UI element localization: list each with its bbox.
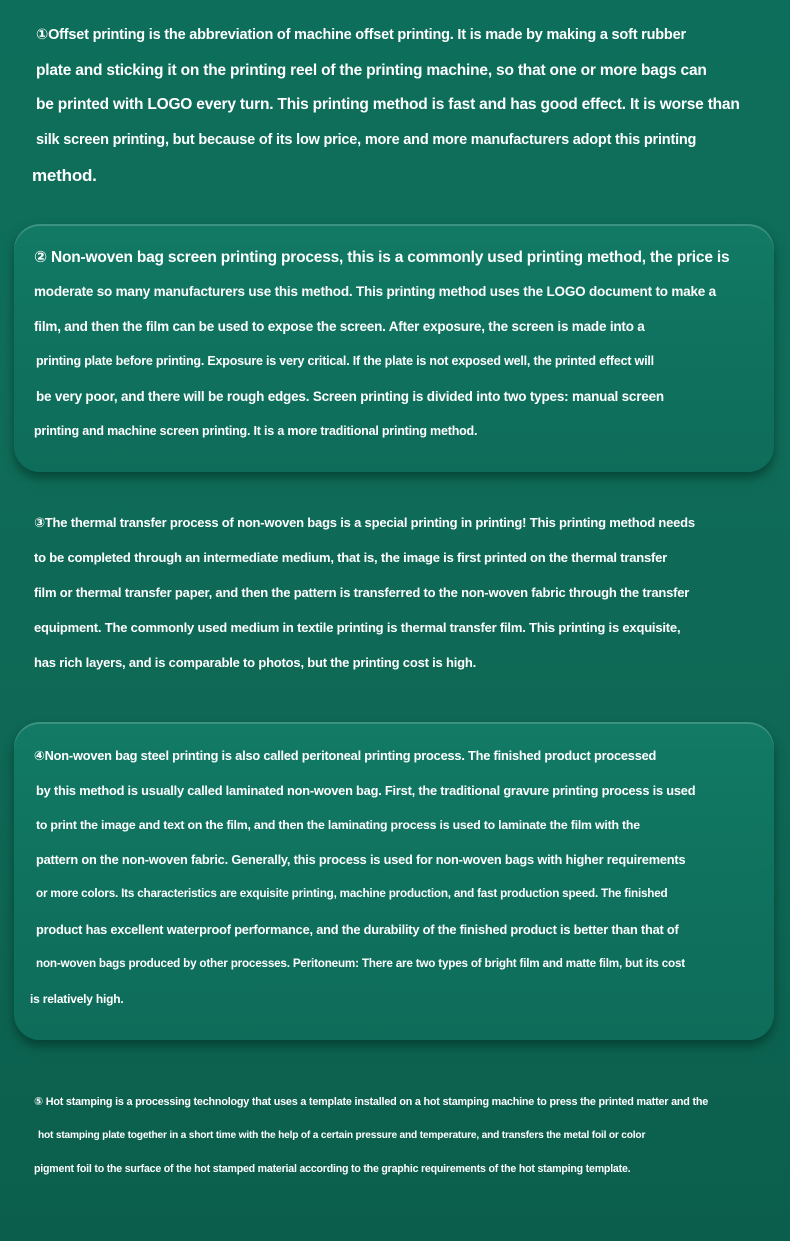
paragraph-line: by this method is usually called laminated non-woven bag. First, the traditional gravure printing process is used (36, 783, 696, 798)
paragraph-line: ⑤ Hot stamping is a processing technology that uses a template installed on a hot stamping machine to press the printed matter and the (34, 1096, 709, 1108)
paragraph-line: plate and sticking it on the printing reel of the printing machine, so that one or more bags can (36, 62, 707, 79)
paragraph-line: or more colors. Its characteristics are exquisite printing, machine production, and fast production speed. The finished (36, 887, 668, 900)
paragraph-line: be printed with LOGO every turn. This printing method is fast and has good effect. It is worse than (36, 96, 740, 113)
paragraph-line: film or thermal transfer paper, and then the pattern is transferred to the non-woven fabric through the transfer (34, 585, 690, 600)
paragraph-line: non-woven bags produced by other processes. Peritoneum: There are two types of bright film and matte film, but its cost (36, 957, 685, 970)
paragraph-line: method. (32, 166, 97, 185)
paragraph-line: printing and machine screen printing. It is a more traditional printing method. (34, 424, 478, 438)
paragraph-line: has rich layers, and is comparable to photos, but the printing cost is high. (34, 655, 477, 670)
paragraph-line: to be completed through an intermediate medium, that is, the image is first printed on the thermal transfer (34, 550, 668, 565)
paragraph-line: to print the image and text on the film, and then the laminating process is used to laminate the film with the (36, 818, 640, 832)
paragraph-line: pattern on the non-woven fabric. Generally, this process is used for non-woven bags with higher requirements (36, 852, 686, 867)
paragraph-line: film, and then the film can be used to expose the screen. After exposure, the screen is made into a (34, 319, 645, 334)
paragraph-line: ③The thermal transfer process of non-woven bags is a special printing in printing! This printing method needs (34, 515, 695, 530)
paragraph-line: is relatively high. (30, 992, 124, 1006)
paragraph-line: product has excellent waterproof performance, and the durability of the finished product is better than that of (36, 922, 679, 937)
paragraph-line: ①Offset printing is the abbreviation of machine offset printing. It is made by making a soft rubber (36, 27, 686, 43)
paragraph-line: hot stamping plate together in a short time with the help of a certain pressure and temperature, and transfers the metal foil or color (38, 1130, 646, 1141)
paragraph-line: pigment foil to the surface of the hot stamped material according to the graphic requirements of the hot stamping template. (34, 1163, 631, 1175)
paragraph-line: ④Non-woven bag steel printing is also called peritoneal printing process. The finished product processed (34, 748, 657, 763)
steel-printing-card (14, 722, 774, 1040)
paragraph-line: printing plate before printing. Exposure is very critical. If the plate is not exposed well, the printed effect will (36, 354, 654, 368)
paragraph-line: silk screen printing, but because of its low price, more and more manufacturers adopt this printing (36, 132, 697, 148)
paragraph-line: equipment. The commonly used medium in textile printing is thermal transfer film. This printing is exquisite, (34, 620, 681, 635)
paragraph-line: be very poor, and there will be rough edges. Screen printing is divided into two types: manual screen (36, 389, 664, 404)
paragraph-line: moderate so many manufacturers use this method. This printing method uses the LOGO document to make a (34, 284, 716, 299)
paragraph-line: ② Non-woven bag screen printing process, this is a commonly used printing method, the price is (34, 249, 730, 266)
